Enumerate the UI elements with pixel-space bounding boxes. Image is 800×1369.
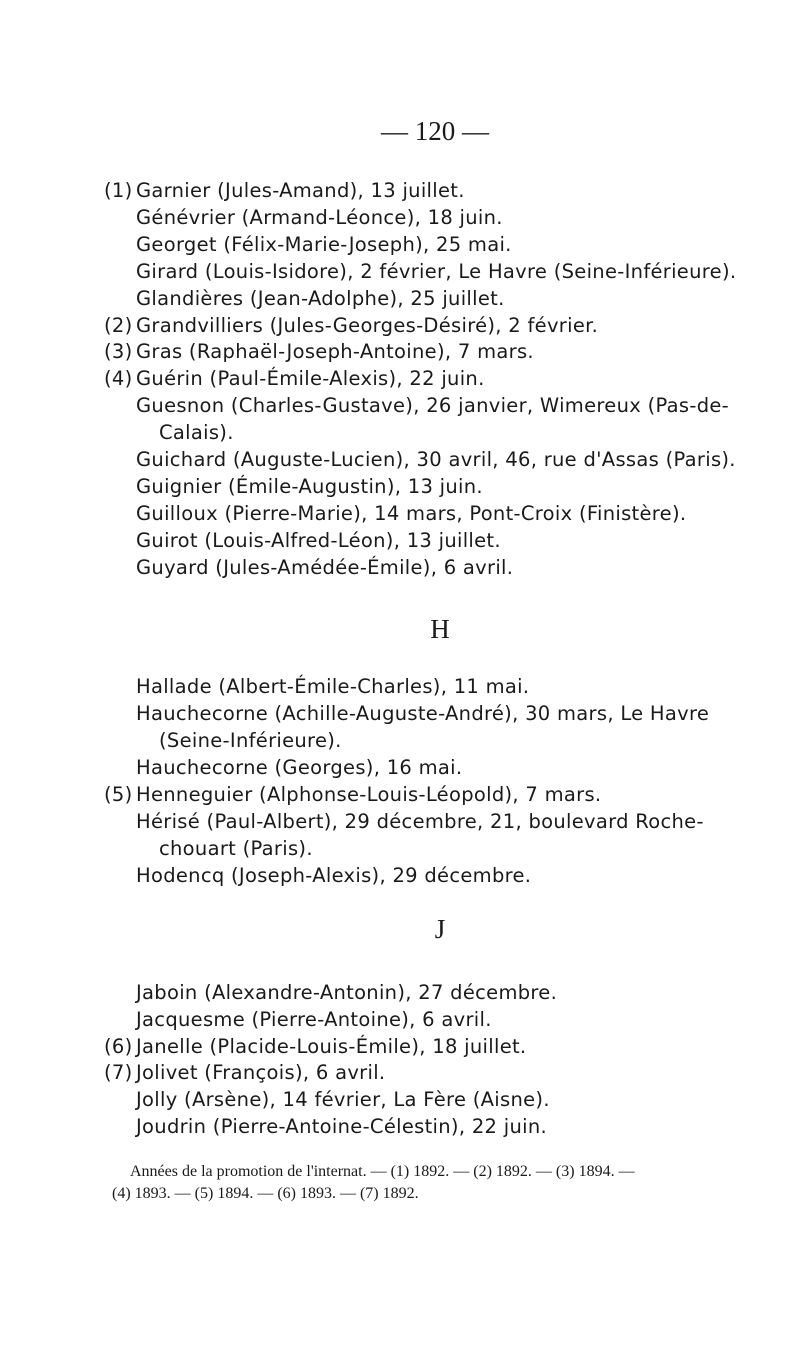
entry-line: (Seine-Inférieure).: [159, 729, 342, 752]
footnote-line-1: Années de la promotion de l'internat. — (1) 1892. — (2) 1892. — (3) 1894. —: [130, 1163, 635, 1180]
entry-line: Guirot (Louis-Alfred-Léon), 13 juillet.: [136, 529, 501, 552]
entry-line: Hodencq (Joseph-Alexis), 29 décembre.: [136, 864, 532, 887]
entry-line: Joudrin (Pierre-Antoine-Célestin), 22 juin.: [136, 1115, 547, 1138]
footnote-marker: (4): [104, 367, 133, 390]
entry-line: Girard (Louis-Isidore), 2 février, Le Havre (Seine-Inférieure).: [136, 260, 737, 283]
entry-line: Jolivet (François), 6 avril.: [136, 1061, 386, 1084]
entry-line: Jolly (Arsène), 14 février, La Fère (Aisne).: [136, 1088, 550, 1111]
footnote-line-2: (4) 1893. — (5) 1894. — (6) 1893. — (7) 1892.: [112, 1185, 419, 1202]
section-heading-j: J: [434, 914, 446, 944]
entry-line: Garnier (Jules-Amand), 13 juillet.: [136, 179, 465, 202]
entry-line: Guignier (Émile-Augustin), 13 juin.: [136, 475, 483, 498]
footnote-marker: (3): [104, 340, 133, 363]
entry-line: Glandières (Jean-Adolphe), 25 juillet.: [136, 287, 505, 310]
entry-line: Calais).: [159, 421, 234, 444]
entry-line: Jaboin (Alexandre-Antonin), 27 décembre.: [136, 981, 558, 1004]
footnote-marker: (7): [104, 1061, 133, 1084]
footnote-marker: (5): [104, 783, 133, 806]
section-heading-h: H: [430, 614, 450, 644]
entry-line: Guyard (Jules-Amédée-Émile), 6 avril.: [136, 556, 514, 579]
entry-line: Georget (Félix-Marie-Joseph), 25 mai.: [136, 233, 512, 256]
entry-line: Gras (Raphaël-Joseph-Antoine), 7 mars.: [136, 340, 534, 363]
entry-line: Hauchecorne (Georges), 16 mai.: [136, 756, 463, 779]
footnote-marker: (1): [104, 179, 133, 202]
entry-line: Henneguier (Alphonse-Louis-Léopold), 7 mars.: [136, 783, 602, 806]
entry-line: Génévrier (Armand-Léonce), 18 juin.: [136, 206, 503, 229]
entry-line: Hérisé (Paul-Albert), 29 décembre, 21, boulevard Roche-: [136, 810, 704, 833]
entry-line: Jacquesme (Pierre-Antoine), 6 avril.: [136, 1008, 492, 1031]
entry-line: chouart (Paris).: [159, 837, 313, 860]
entry-line: Hallade (Albert-Émile-Charles), 11 mai.: [136, 675, 530, 698]
entry-line: Janelle (Placide-Louis-Émile), 18 juillet.: [136, 1035, 527, 1058]
entry-line: Hauchecorne (Achille-Auguste-André), 30 mars, Le Havre: [136, 702, 710, 725]
entry-line: Grandvilliers (Jules-Georges-Désiré), 2 février.: [136, 314, 599, 337]
footnote-marker: (2): [104, 314, 133, 337]
page-number: — 120 —: [381, 116, 489, 146]
entry-line: Guérin (Paul-Émile-Alexis), 22 juin.: [136, 367, 485, 390]
entry-line: Guichard (Auguste-Lucien), 30 avril, 46, rue d'Assas (Paris).: [136, 448, 736, 471]
entry-line: Guilloux (Pierre-Marie), 14 mars, Pont-Croix (Finistère).: [136, 502, 687, 525]
entry-line: Guesnon (Charles-Gustave), 26 janvier, Wimereux (Pas-de-: [136, 394, 730, 417]
footnote-marker: (6): [104, 1035, 133, 1058]
